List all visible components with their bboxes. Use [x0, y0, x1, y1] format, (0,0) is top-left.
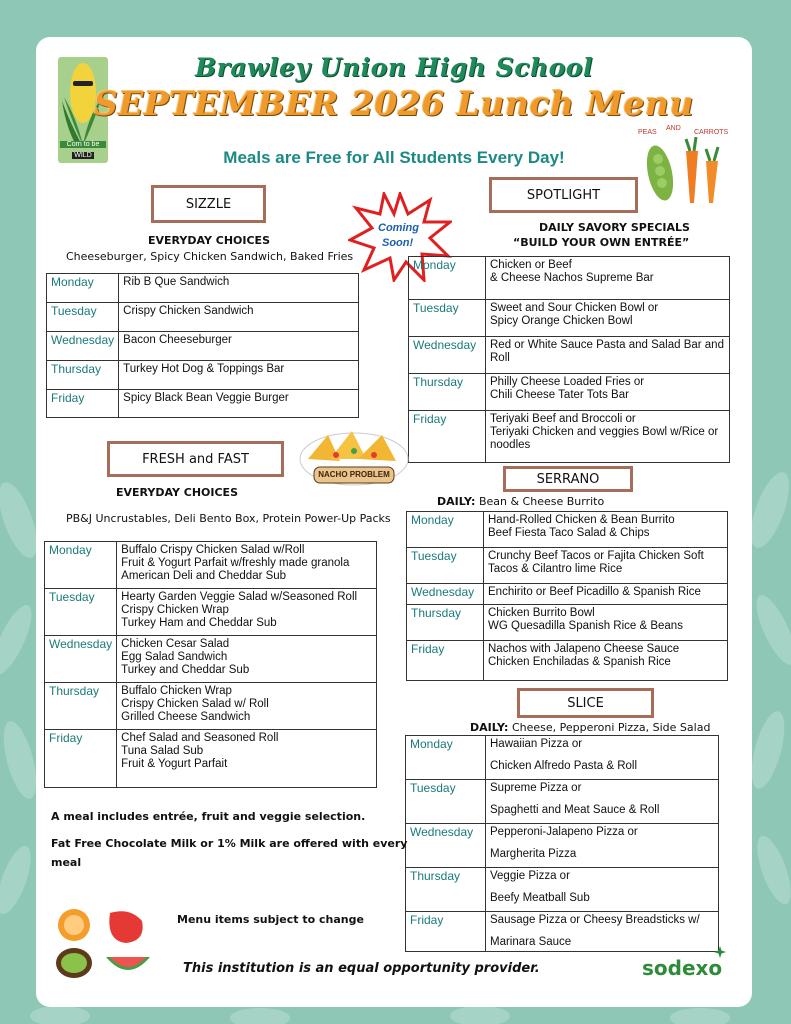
slice-row-friday [406, 912, 719, 952]
menu-item: Supreme Pizza or [490, 782, 582, 794]
sizzle-row-wednesday [47, 332, 359, 361]
menu-item: Beefy Meatball Sub [490, 892, 590, 904]
logo-line1: Corn to be [60, 141, 106, 148]
serrano-row-friday [407, 641, 728, 681]
logo-line2: WILD [72, 152, 94, 159]
day-label: Wednesday [47, 332, 119, 361]
menu-items [484, 584, 728, 605]
peas-carrots-illustration [636, 125, 732, 205]
free-meals-subtitle: Meals are Free for All Students Every Day! [223, 148, 565, 167]
menu-item: Spicy Black Bean Veggie Burger [123, 392, 289, 404]
fresh-fast-row-tuesday [45, 589, 377, 636]
day-label: Tuesday [407, 548, 484, 584]
menu-item: Chicken Enchiladas & Spanish Rice [488, 656, 671, 668]
day-label: Thursday [45, 683, 117, 730]
nacho-icon [296, 429, 412, 493]
menu-items [119, 390, 359, 418]
fresh-fast-heading: FRESH and FAST [107, 441, 284, 477]
menu-items [486, 374, 730, 411]
menu-item: Sausage Pizza or Cheesy Breadsticks w/ [490, 914, 700, 926]
fresh-fast-row-thursday [45, 683, 377, 730]
veggie-label-carrots: CARROTS [694, 129, 729, 136]
spotlight-table [408, 256, 730, 463]
menu-item: Red or White Sauce Pasta and Salad Bar and [490, 339, 724, 351]
badge-line1: Coming [378, 222, 419, 234]
menu-items [119, 303, 359, 332]
sizzle-row-thursday [47, 361, 359, 390]
nacho-problem-sticker [296, 429, 412, 493]
menu-item: Rib B Que Sandwich [123, 276, 230, 288]
spotlight-heading: SPOTLIGHT [489, 177, 638, 213]
school-name: Brawley Union High School [195, 53, 593, 82]
menu-item: Tuna Salad Sub [121, 745, 204, 757]
veggie-label-peas: PEAS [638, 129, 657, 136]
meal-includes-note: A meal includes entrée, fruit and veggie selection. [51, 810, 366, 823]
menu-items [117, 636, 377, 683]
sizzle-heading: SIZZLE [151, 185, 266, 223]
menu-items [486, 736, 719, 780]
menu-item: Crispy Chicken Sandwich [123, 305, 254, 317]
menu-title: SEPTEMBER 2026 Lunch Menu [93, 84, 695, 123]
menu-item: Spaghetti and Meat Sauce & Roll [490, 804, 660, 816]
serrano-row-thursday [407, 605, 728, 641]
menu-item: Nachos with Jalapeno Cheese Sauce [488, 643, 680, 655]
menu-items [486, 780, 719, 824]
day-label: Wednesday [409, 337, 486, 374]
menu-item: Veggie Pizza or [490, 870, 570, 882]
fresh-fast-table [44, 541, 377, 788]
menu-item: Turkey Ham and Cheddar Sub [121, 617, 277, 629]
spotlight-row-monday [409, 257, 730, 300]
menu-item: WG Quesadilla Spanish Rice & Beans [488, 620, 683, 632]
menu-item: Enchirito or Beef Picadillo & Spanish Rice [488, 586, 701, 598]
spotlight-row-thursday [409, 374, 730, 411]
menu-item: Fruit & Yogurt Parfait w/freshly made granola [121, 557, 350, 569]
menu-items [117, 683, 377, 730]
menu-item: & Cheese Nachos Supreme Bar [490, 272, 654, 284]
menu-items [484, 512, 728, 548]
menu-item: Chicken Alfredo Pasta & Roll [490, 760, 638, 772]
menu-item: Buffalo Chicken Wrap [121, 685, 232, 697]
menu-item: Sweet and Sour Chicken Bowl or [490, 302, 659, 314]
milk-note-line1: Fat Free Chocolate Milk or 1% Milk are offered with every [51, 837, 408, 850]
menu-items [484, 548, 728, 584]
day-label: Monday [406, 736, 486, 780]
day-label: Tuesday [47, 303, 119, 332]
menu-item: Buffalo Crispy Chicken Salad w/Roll [121, 544, 305, 556]
sizzle-row-tuesday [47, 303, 359, 332]
menu-item: Chicken Cesar Salad [121, 638, 230, 650]
spotlight-row-wednesday [409, 337, 730, 374]
menu-item: Turkey Hot Dog & Toppings Bar [123, 363, 285, 375]
menu-item: Beef Fiesta Taco Salad & Chips [488, 527, 650, 539]
serrano-row-wednesday [407, 584, 728, 605]
menu-items [486, 337, 730, 374]
sizzle-row-monday [47, 274, 359, 303]
menu-items [119, 361, 359, 390]
menu-items [119, 274, 359, 303]
menu-item: Hand-Rolled Chicken & Bean Burrito [488, 514, 675, 526]
menu-items [486, 257, 730, 300]
day-label: Friday [406, 912, 486, 952]
fresh-fast-daily: PB&J Uncrustables, Deli Bento Box, Protein Power-Up Packs [66, 512, 391, 525]
fresh-fast-row-wednesday [45, 636, 377, 683]
serrano-row-monday [407, 512, 728, 548]
slice-row-monday [406, 736, 719, 780]
day-label: Wednesday [406, 824, 486, 868]
day-label: Tuesday [409, 300, 486, 337]
day-label: Monday [47, 274, 119, 303]
menu-items [486, 300, 730, 337]
serrano-daily-row [437, 495, 604, 508]
menu-items [117, 730, 377, 788]
menu-items [486, 824, 719, 868]
sizzle-table [46, 273, 359, 418]
menu-item: Margherita Pizza [490, 848, 577, 860]
day-label: Thursday [407, 605, 484, 641]
slice-heading: SLICE [517, 688, 654, 718]
menu-items [484, 641, 728, 681]
menu-item: Fruit & Yogurt Parfait [121, 758, 228, 770]
menu-item: Egg Salad Sandwich [121, 651, 228, 663]
slice-row-thursday [406, 868, 719, 912]
serrano-table [406, 511, 728, 681]
menu-item: Hearty Garden Veggie Salad w/Seasoned Roll [121, 591, 358, 603]
badge-line2: Soon! [382, 237, 414, 249]
sizzle-row-friday [47, 390, 359, 418]
serrano-daily: Bean & Cheese Burrito [478, 495, 605, 508]
menu-items [119, 332, 359, 361]
menu-items [117, 589, 377, 636]
day-label: Friday [45, 730, 117, 788]
slice-row-wednesday [406, 824, 719, 868]
sizzle-daily: Cheeseburger, Spicy Chicken Sandwich, Baked Fries [66, 250, 354, 263]
sodexo-logo: sodexo [642, 956, 723, 980]
day-label: Monday [45, 542, 117, 589]
veggie-label-and: AND [666, 125, 681, 132]
menu-item: Crispy Chicken Wrap [121, 604, 229, 616]
day-label: Wednesday [407, 584, 484, 605]
menu-item: Tacos & Cilantro lime Rice [488, 563, 623, 575]
menu-item: noodles [490, 439, 531, 451]
menu-items [486, 411, 730, 463]
menu-card [36, 37, 752, 1007]
day-label: Monday [409, 257, 486, 300]
sodexo-star-icon [714, 946, 726, 958]
menu-item: American Deli and Cheddar Sub [121, 570, 287, 582]
menu-items [486, 868, 719, 912]
fresh-fast-row-monday [45, 542, 377, 589]
subject-to-change-note: Menu items subject to change [177, 913, 364, 926]
peas-carrots-icon [636, 137, 732, 205]
spotlight-row-friday [409, 411, 730, 463]
slice-daily-row [470, 721, 710, 734]
nacho-label: NACHO PROBLEM [318, 470, 390, 479]
menu-item: Spicy Orange Chicken Bowl [490, 315, 633, 327]
day-label: Friday [409, 411, 486, 463]
menu-item: Marinara Sauce [490, 936, 572, 948]
menu-item: Turkey and Cheddar Sub [121, 664, 250, 676]
fruit-icon [50, 907, 154, 983]
serrano-heading: SERRANO [503, 466, 633, 492]
day-label: Tuesday [45, 589, 117, 636]
day-label: Monday [407, 512, 484, 548]
menu-item: Crunchy Beef Tacos or Fajita Chicken Soft [488, 550, 704, 562]
milk-note-line2: meal [51, 856, 82, 869]
fresh-fast-row-friday [45, 730, 377, 788]
menu-item: Chef Salad and Seasoned Roll [121, 732, 279, 744]
slice-table [405, 735, 719, 952]
spotlight-row-tuesday [409, 300, 730, 337]
menu-item: Hawaiian Pizza or [490, 738, 583, 750]
equal-opportunity-statement: This institution is an equal opportunity provider. [183, 961, 540, 976]
serrano-daily-label: DAILY: [437, 495, 476, 508]
day-label: Thursday [47, 361, 119, 390]
menu-item: Grilled Cheese Sandwich [121, 711, 251, 723]
fresh-fast-sub-heading: EVERYDAY CHOICES [116, 486, 238, 499]
sizzle-sub-heading: EVERYDAY CHOICES [148, 234, 270, 247]
day-label: Tuesday [406, 780, 486, 824]
menu-item: Pepperoni-Jalapeno Pizza or [490, 826, 638, 838]
slice-row-tuesday [406, 780, 719, 824]
day-label: Thursday [406, 868, 486, 912]
menu-item: Teriyaki Chicken and veggies Bowl w/Rice or [490, 426, 719, 438]
menu-items [484, 605, 728, 641]
spotlight-sub-heading2: “BUILD YOUR OWN ENTRÉE” [513, 236, 690, 249]
day-label: Friday [407, 641, 484, 681]
menu-item: Chicken Burrito Bowl [488, 607, 595, 619]
menu-items [486, 912, 719, 952]
menu-item: Chicken or Beef [490, 259, 572, 271]
menu-item: Teriyaki Beef and Broccoli or [490, 413, 636, 425]
slice-daily: Cheese, Pepperoni Pizza, Side Salad [511, 721, 711, 734]
slice-daily-label: DAILY: [470, 721, 509, 734]
day-label: Thursday [409, 374, 486, 411]
menu-item: Philly Cheese Loaded Fries or [490, 376, 645, 388]
menu-items [117, 542, 377, 589]
spotlight-sub-heading1: DAILY SAVORY SPECIALS [539, 221, 690, 234]
menu-item: Crispy Chicken Salad w/ Roll [121, 698, 269, 710]
menu-item: Chili Cheese Tater Tots Bar [490, 389, 629, 401]
menu-item: Roll [490, 352, 510, 364]
menu-item: Bacon Cheeseburger [123, 334, 232, 346]
day-label: Wednesday [45, 636, 117, 683]
serrano-row-tuesday [407, 548, 728, 584]
day-label: Friday [47, 390, 119, 418]
